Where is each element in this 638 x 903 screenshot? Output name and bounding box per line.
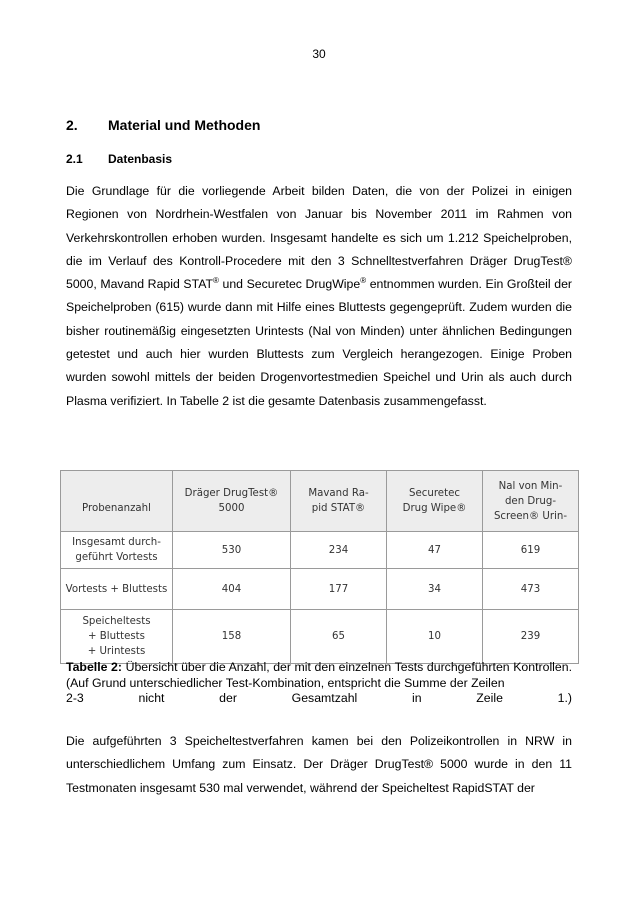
column-header: Securetec Drug Wipe® [387, 471, 483, 532]
column-header: Probenanzahl [61, 471, 173, 532]
paragraph-text-part: entnommen wurden. Ein Großteil der Speichelproben (615) wurde dann mit Hilfe eines Bluttests gegengeprüft. Zudem wurden die bisher routinemäßig eingesetzten Urintests (Nal von Minden) unter ähnlichen Bedingungen getestet und auch hier wurden Bluttests zum Vergleich herangezogen. Einige Proben wurden sowohl mittels der beiden Drogenvortestmedien Speichel und Urin als auch durch Plasma verifiziert. In Tabelle 2 ist die gesamte Datenbasis zusammengefasst. [66, 277, 572, 408]
table-cell: 619 [483, 532, 579, 569]
table-cell: 404 [173, 569, 291, 610]
paragraph-text-part: und Securetec DrugWipe [218, 277, 361, 292]
table-cell: 530 [173, 532, 291, 569]
column-header: Nal von Min- den Drug- Screen® Urin- [483, 471, 579, 532]
table-cell: 239 [483, 610, 579, 664]
data-table-container [60, 470, 578, 664]
row-label: Vortests + Bluttests [61, 569, 173, 610]
table-row [61, 610, 579, 664]
column-header: Mavand Ra- pid STAT® [291, 471, 387, 532]
registered-mark: ® [360, 276, 367, 286]
row-label: Speicheltests + Bluttests + Urintests [61, 610, 173, 664]
data-table [60, 470, 579, 664]
table-cell: 47 [387, 532, 483, 569]
row-label: Insgesamt durch- geführt Vortests [61, 532, 173, 569]
paragraph-text-part: Die Grundlage für die vorliegende Arbeit bilden Daten, die von der Polizei in einigen Regionen von Nordrhein-Westfalen von Januar bis November 2011 im Rahmen von Verkehrskontrollen erhoben wurden. Insgesamt handelte es sich um 1.212 Speichelproben, die im Verlauf des Kontroll-Procedere mit den 3 Schnelltestverfahren Dräger DrugTest® 5000, Mavand Rapid STAT [66, 184, 572, 292]
caption-text: Übersicht über die Anzahl, der mit den einzelnen Tests durchgeführten Kontrollen. (Auf Grund unterschiedlicher Test-Kombination, entspricht die Summe der Zeilen [66, 660, 572, 690]
table-row [61, 532, 579, 569]
subsection-heading [66, 152, 172, 166]
table-cell: 65 [291, 610, 387, 664]
table-caption [66, 660, 572, 707]
section-number: 2. [66, 117, 78, 133]
table-cell: 158 [173, 610, 291, 664]
section-title: Material und Methoden [108, 117, 261, 133]
table-cell: 10 [387, 610, 483, 664]
caption-last-line: 2-3 nicht der Gesamtzahl in Zeile 1.) [66, 691, 572, 705]
paragraph-speicheltests: Die aufgeführten 3 Speicheltestverfahren kamen bei den Polizeikontrollen in NRW in unterschiedlichem Umfang zum Einsatz. Der Dräger DrugTest® 5000 wurde in den 11 Testmonaten insgesamt 530 mal verwendet, während der Speicheltest RapidSTAT der [66, 734, 572, 795]
table-cell: 473 [483, 569, 579, 610]
section-heading [66, 117, 260, 133]
table-row [61, 569, 579, 610]
table-cell: 34 [387, 569, 483, 610]
paragraph-datenbasis [66, 180, 572, 413]
registered-mark: ® [213, 276, 219, 286]
caption-label: Tabelle 2: [66, 660, 122, 674]
page-number: 30 [312, 47, 326, 61]
subsection-title: Datenbasis [108, 152, 173, 166]
table-header-row [61, 471, 579, 532]
subsection-number: 2.1 [66, 152, 83, 166]
column-header: Dräger DrugTest® 5000 [173, 471, 291, 532]
table-cell: 234 [291, 532, 387, 569]
table-cell: 177 [291, 569, 387, 610]
